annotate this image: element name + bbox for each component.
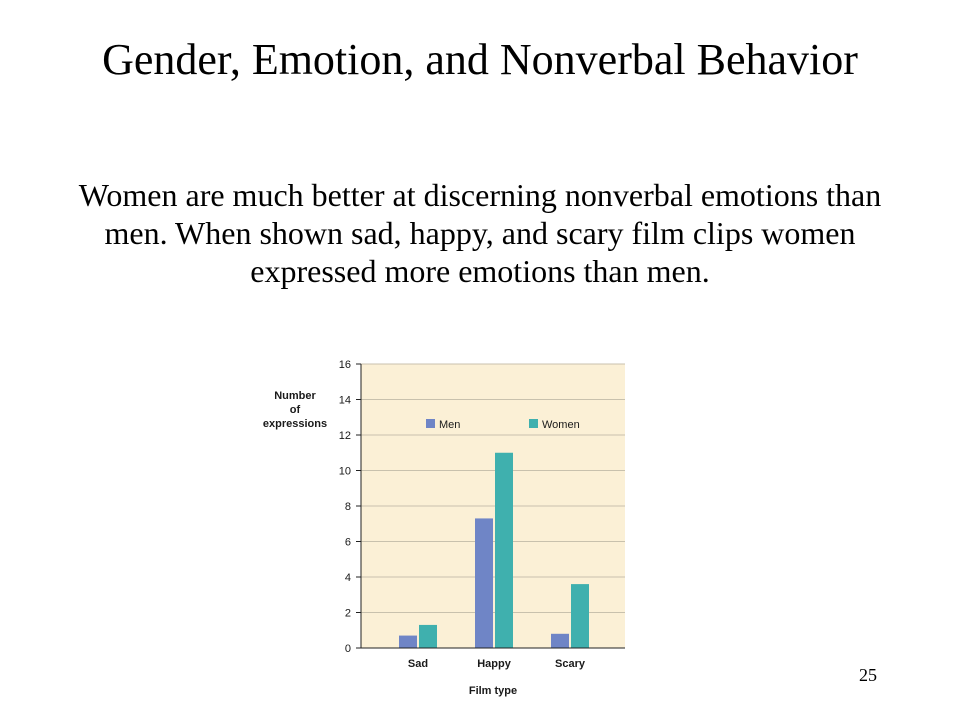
- y-tick-labels: [339, 359, 351, 655]
- y-axis-label: [263, 390, 327, 430]
- y-tick-label: 8: [344, 501, 351, 513]
- y-tick-label: 6: [344, 536, 351, 549]
- bar-men-scary: [551, 634, 569, 648]
- y-tick-label: 4: [344, 572, 351, 584]
- bar-chart-svg: [240, 352, 640, 702]
- x-tick-labels: [408, 658, 586, 670]
- y-axis-label-line: expressions: [262, 418, 328, 430]
- bar-men-happy: [475, 518, 493, 648]
- slide-body-text: Women are much better at discerning nonverbal emotions than men. When shown sad, happy, and scary film clips women expressed more emotions than men.: [78, 177, 882, 289]
- x-axis-label: Film type: [468, 685, 518, 697]
- y-tick-label: 10: [338, 465, 351, 478]
- y-tick-label: 12: [338, 430, 351, 442]
- y-tick-label: 2: [344, 607, 351, 620]
- bar-women-sad: [419, 625, 437, 648]
- y-tick-label: 0: [344, 643, 351, 655]
- bar-chart: [240, 352, 640, 702]
- y-axis-label-line: Number: [274, 390, 316, 402]
- y-tick-label: 14: [338, 394, 351, 407]
- legend-label-men: Men: [439, 419, 461, 431]
- bar-men-sad: [399, 636, 417, 648]
- y-tick-label: 16: [338, 359, 351, 371]
- slide-number: 25: [859, 665, 877, 685]
- x-tick-label: Sad: [407, 658, 429, 670]
- bar-women-scary: [571, 584, 589, 648]
- slide-title: Gender, Emotion, and Nonverbal Behavior: [102, 35, 858, 84]
- bar-women-happy: [495, 453, 513, 648]
- x-tick-label: Happy: [477, 658, 511, 670]
- y-axis-label-line: of: [289, 404, 301, 416]
- legend-swatch-men: [426, 419, 435, 428]
- legend-label-women: Women: [542, 419, 580, 431]
- legend-swatch-women: [529, 419, 538, 428]
- x-tick-label: Scary: [555, 658, 585, 670]
